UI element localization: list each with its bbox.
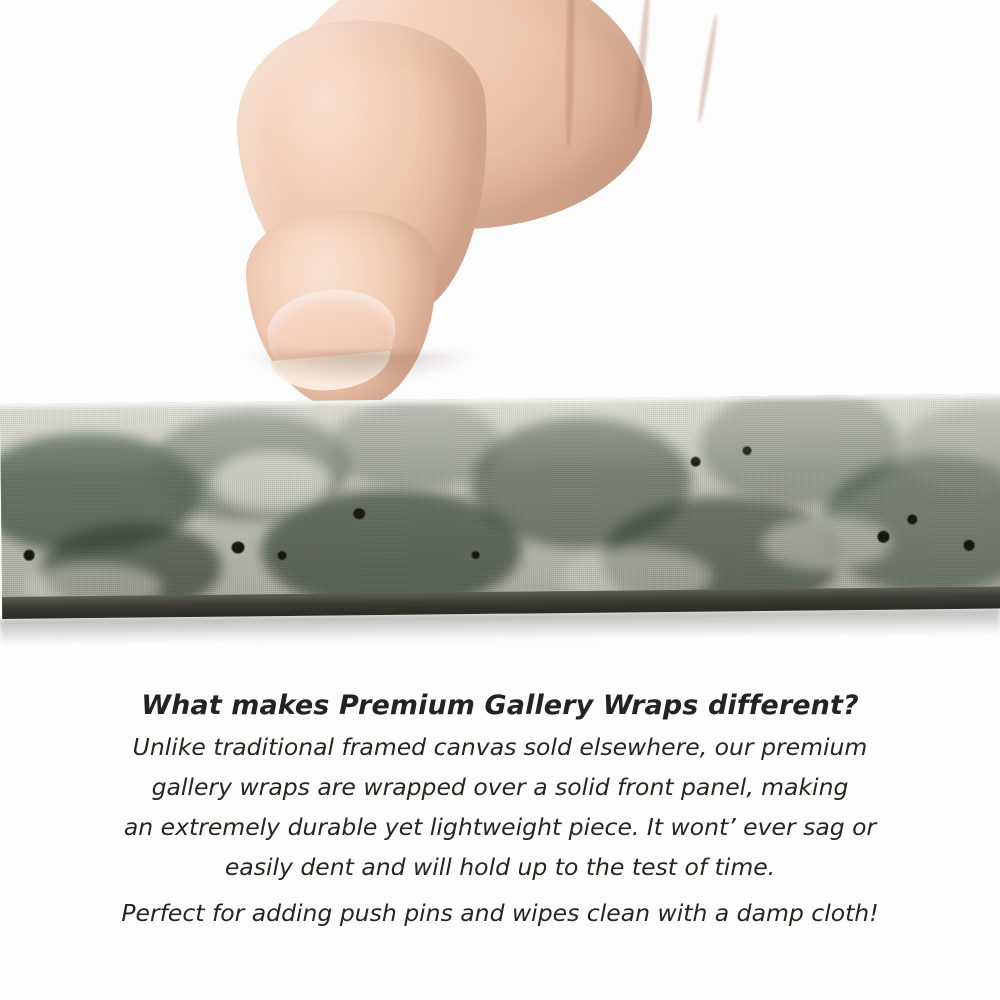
knuckle-crease (565, 0, 576, 148)
caption-line: easily dent and will hold up to the test of time. (224, 853, 776, 881)
caption-block (0, 690, 1000, 933)
caption-line: Unlike traditional framed canvas sold elsewhere, our premium (132, 733, 868, 761)
caption-line: an extremely durable yet lightweight piece. It wont’ ever sag or (123, 813, 877, 841)
caption-line: gallery wraps are wrapped over a solid front panel, making (151, 773, 849, 801)
finger-contact-shadow (250, 352, 470, 382)
knuckle-crease (632, 0, 652, 131)
edge-gloss (0, 394, 1000, 619)
canvas-wrap-edge-icon (0, 394, 1000, 619)
caption-closing-line: Perfect for adding push pins and wipes clean with a damp cloth! (121, 899, 879, 927)
hand-pressing-canvas-icon (120, 0, 640, 430)
caption-heading: What makes Premium Gallery Wraps different? (141, 690, 859, 721)
knuckle-crease (696, 14, 719, 124)
